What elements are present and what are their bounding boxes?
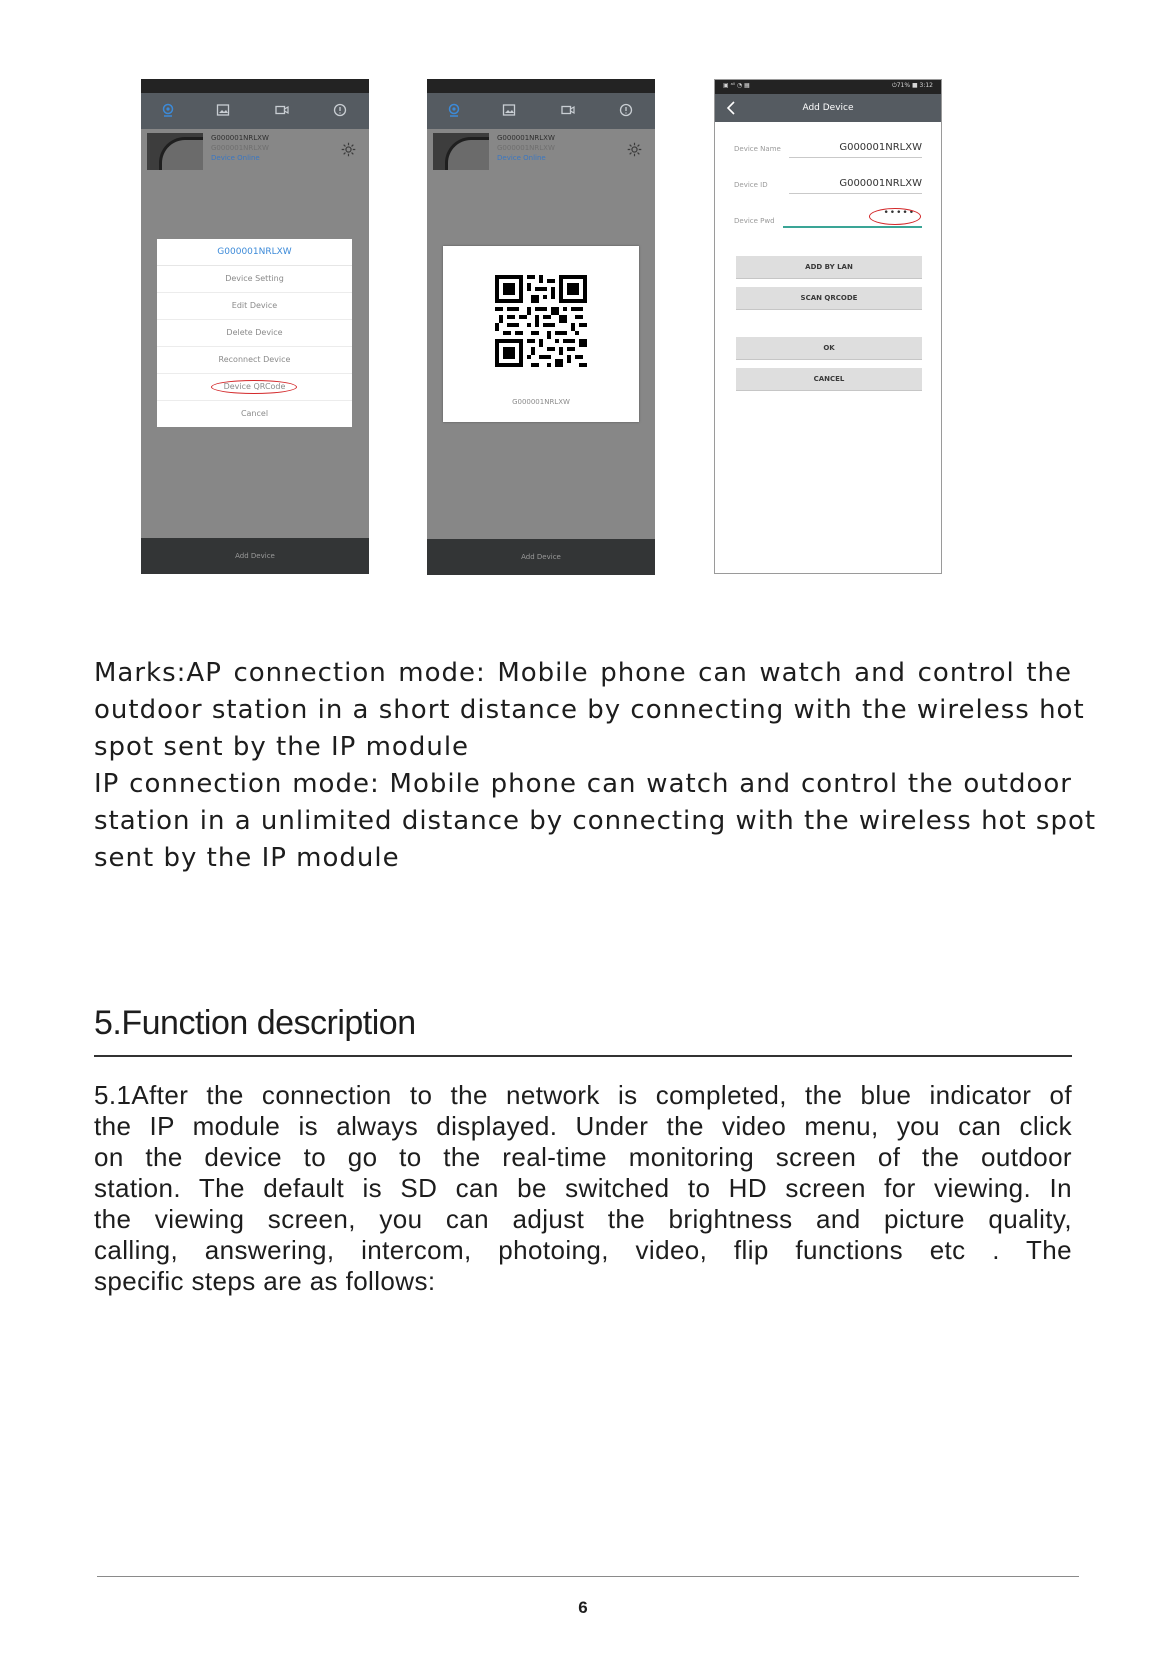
section-heading: 5.Function description bbox=[94, 1004, 416, 1042]
device-id: G000001NRLXW bbox=[211, 144, 269, 152]
cancel-button[interactable]: CANCEL bbox=[736, 368, 922, 391]
body-line-1: 5.1After the connection to the network is completed, the blue indicator of bbox=[94, 1080, 1072, 1110]
menu-item-edit-device[interactable]: Edit Device bbox=[157, 293, 352, 320]
qr-code-icon bbox=[495, 275, 587, 367]
body-line-3: on the device to go to the real-time monitoring screen of the outdoor bbox=[94, 1142, 1072, 1172]
menu-item-cancel[interactable]: Cancel bbox=[240, 409, 269, 418]
device-name: G000001NRLXW bbox=[211, 134, 269, 142]
device-name-field[interactable]: G000001NRLXW bbox=[839, 142, 922, 153]
body-line-6: calling, answering, intercom, photoing, video, flip functions etc . The bbox=[94, 1235, 1072, 1265]
device-name: G000001NRLXW bbox=[497, 134, 555, 142]
menu-item-reconnect-device[interactable]: Reconnect Device bbox=[157, 347, 352, 374]
image-tab-icon[interactable] bbox=[216, 103, 230, 117]
marks-line-5: station in a unlimited distance by connecting with the wireless hot spot bbox=[94, 806, 1097, 836]
menu-title: G000001NRLXW bbox=[157, 239, 352, 266]
status-bar bbox=[141, 79, 369, 93]
add-by-lan-button[interactable]: ADD BY LAN bbox=[736, 256, 922, 279]
body-line-4: station. The default is SD can be switched to HD screen for viewing. In bbox=[94, 1173, 1072, 1203]
device-list-item[interactable] bbox=[427, 131, 655, 173]
body-line-7: specific steps are as follows: bbox=[94, 1266, 436, 1296]
body-line-2: the IP module is always displayed. Under the video menu, you can click bbox=[94, 1111, 1072, 1141]
scan-qrcode-button[interactable]: SCAN QRCODE bbox=[736, 287, 922, 310]
page-number: 6 bbox=[578, 1598, 588, 1617]
screenshot-device-qrcode bbox=[427, 79, 655, 575]
device-id: G000001NRLXW bbox=[497, 144, 555, 152]
menu-item-device-qrcode[interactable] bbox=[157, 374, 352, 401]
device-pwd-label: Device Pwd bbox=[734, 217, 775, 225]
gear-icon[interactable] bbox=[340, 141, 357, 158]
device-action-menu bbox=[157, 239, 352, 427]
image-tab-icon[interactable] bbox=[502, 103, 516, 117]
marks-line-6: sent by the IP module bbox=[94, 843, 400, 873]
pwd-underline bbox=[783, 226, 922, 228]
menu-item-delete-device[interactable]: Delete Device bbox=[157, 320, 352, 347]
status-left-icons: ▣ ᵃˡˡ ◔ ▦ bbox=[723, 82, 750, 89]
menu-item-device-qrcode-label: Device QRCode bbox=[223, 382, 286, 391]
page-title: Add Device bbox=[802, 103, 854, 113]
status-right-icons: ⏻71% ■ 3:12 bbox=[891, 82, 933, 89]
marks-line-2: outdoor station in a short distance by connecting with the wireless hot bbox=[94, 695, 1085, 725]
field-underline bbox=[789, 193, 922, 194]
add-device-bar[interactable]: Add Device bbox=[141, 538, 369, 574]
tab-bar bbox=[427, 93, 655, 129]
field-underline bbox=[789, 157, 922, 158]
header bbox=[715, 94, 941, 122]
info-tab-icon[interactable] bbox=[619, 103, 633, 117]
video-tab-icon[interactable] bbox=[275, 103, 289, 117]
marks-line-3: spot sent by the IP module bbox=[94, 732, 470, 762]
ok-button[interactable]: OK bbox=[736, 337, 922, 360]
screenshot-device-menu bbox=[141, 79, 369, 574]
marks-line-4: IP connection mode: Mobile phone can watch and control the outdoor bbox=[94, 769, 1072, 799]
highlight-ellipse bbox=[869, 208, 921, 225]
device-id-label: Device ID bbox=[734, 181, 768, 189]
device-pwd-field[interactable]: ••••• bbox=[883, 208, 915, 218]
device-name-label: Device Name bbox=[734, 145, 781, 153]
device-status: Device Online bbox=[211, 154, 260, 162]
tab-bar bbox=[141, 93, 369, 129]
device-id-field[interactable]: G000001NRLXW bbox=[839, 178, 922, 189]
video-tab-icon[interactable] bbox=[561, 103, 575, 117]
device-thumbnail bbox=[433, 133, 489, 170]
qr-caption: G000001NRLXW bbox=[512, 398, 570, 406]
screenshot-add-device bbox=[714, 79, 942, 574]
menu-item-device-setting[interactable]: Device Setting bbox=[157, 266, 352, 293]
camera-tab-icon[interactable] bbox=[447, 103, 461, 117]
device-thumbnail bbox=[147, 133, 203, 170]
device-status: Device Online bbox=[497, 154, 546, 162]
status-bar bbox=[715, 80, 941, 94]
section-divider bbox=[94, 1055, 1072, 1057]
gear-icon[interactable] bbox=[626, 141, 643, 158]
highlight-ellipse bbox=[211, 380, 297, 394]
marks-line-1: Marks:AP connection mode: Mobile phone can watch and control the bbox=[94, 658, 1072, 688]
info-tab-icon[interactable] bbox=[333, 103, 347, 117]
add-device-bar[interactable]: Add Device bbox=[427, 539, 655, 575]
footer-divider bbox=[97, 1576, 1079, 1577]
status-bar bbox=[427, 79, 655, 93]
qrcode-dialog bbox=[443, 246, 639, 422]
camera-tab-icon[interactable] bbox=[161, 103, 175, 117]
device-list-item[interactable] bbox=[141, 131, 369, 173]
body-line-5: the viewing screen, you can adjust the brightness and picture quality, bbox=[94, 1204, 1072, 1234]
